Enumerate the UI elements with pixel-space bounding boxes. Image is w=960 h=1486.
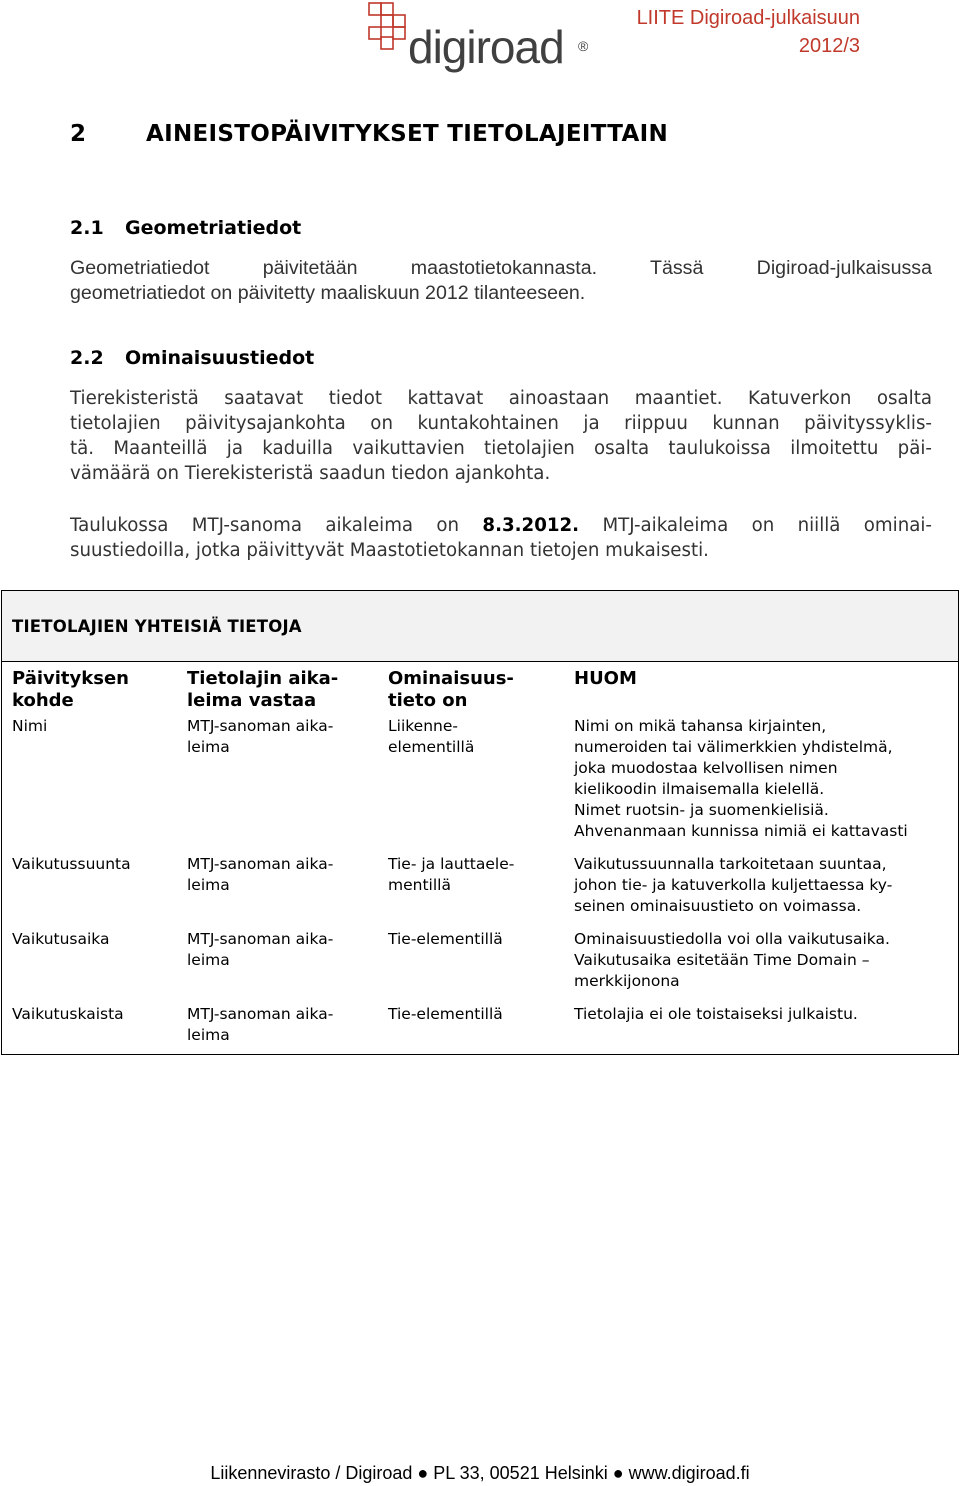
logo-wordmark: digiroad <box>408 21 564 73</box>
table-row <box>2 927 959 1002</box>
section-title: AINEISTOPÄIVITYKSET TIETOLAJEITTAIN <box>146 121 668 147</box>
column-header-kohde: Päivityksen kohde <box>2 662 178 715</box>
subsection-number: 2.2 <box>70 347 104 369</box>
cell-aikaleima: MTJ-sanoman aika- leima <box>187 717 334 756</box>
common-data-table <box>1 590 959 1055</box>
section-number: 2 <box>70 121 87 147</box>
attributes-paragraph <box>70 386 932 486</box>
paragraph-line: Geometriatiedot päivitetään maastotietokannasta. Tässä Digiroad-julkaisussa <box>70 257 932 279</box>
paragraph-line: suustiedoilla, jotka päivittyvät Maastotietokannan tietojen mukaisesti. <box>70 540 709 561</box>
paragraph-line <box>70 513 932 538</box>
text-run: Taulukossa MTJ-sanoma aikaleima on <box>70 515 483 536</box>
text-run: MTJ-aikaleima on niillä ominai- <box>579 515 932 536</box>
header-caption-line1: LIITE Digiroad-julkaisuun <box>636 7 860 29</box>
cell-kohde: Vaikutuskaista <box>2 1002 178 1055</box>
paragraph-line: vämäärä on Tierekisteristä saadun tiedon ajankohta. <box>70 463 551 484</box>
subsection-title: Geometriatiedot <box>125 217 302 239</box>
cell-huom: Ominaisuustiedolla voi olla vaikutusaika. Vaikutusaika esitetään Time Domain – merkkijonona <box>564 927 959 1002</box>
cell-aikaleima: MTJ-sanoman aika- leima <box>187 855 334 894</box>
cell-tieto: Liikenne- elementillä <box>388 717 475 756</box>
subsection-title: Ominaisuustiedot <box>125 347 315 369</box>
cell-kohde: Vaikutussuunta <box>2 852 178 927</box>
cell-huom: Vaikutussuunnalla tarkoitetaan suuntaa, johon tie- ja katuverkolla kuljettaessa ky- seinen ominaisuustieto on voimassa. <box>564 852 959 927</box>
table-title: TIETOLAJIEN YHTEISIÄ TIETOJA <box>2 591 959 662</box>
paragraph-line: Tierekisteristä saatavat tiedot kattavat ainoastaan maantiet. Katuverkon osalta <box>70 388 932 409</box>
logo-registered-mark: ® <box>578 38 589 54</box>
cell-tieto: Tie-elementillä <box>388 930 503 948</box>
cell-huom: Nimi on mikä tahansa kirjainten, numeroiden tai välimerkkien yhdistelmä, joka muodostaa kelvollisen nimen kielikoodin ilmaisemalla kielellä. Nimet ruotsin- ja suomenkielisiä. Ahvenanmaan kunnissa nimiä ei kattavasti <box>564 714 959 852</box>
cell-huom: Tietolajia ei ole toistaiseksi julkaistu. <box>564 1002 959 1055</box>
timestamp-paragraph <box>70 513 932 563</box>
paragraph-line: tä. Maanteillä ja kaduilla vaikuttavien tietolajien osalta taulukoissa ilmoitettu päi- <box>70 438 932 459</box>
paragraph-line: tietolajien päivitysajankohta on kuntakohtainen ja riippuu kunnan päivityssyklis- <box>70 413 932 434</box>
logo-grid-icon <box>368 2 408 50</box>
table-header-row <box>2 662 959 715</box>
cell-kohde: Nimi <box>2 714 178 852</box>
subsection-heading-attributes <box>70 347 314 369</box>
subsection-heading-geometry <box>70 217 301 239</box>
column-header-tieto: Ominaisuus- tieto on <box>388 668 514 711</box>
paragraph-line: geometriatiedot on päivitetty maaliskuun 2012 tilanteeseen. <box>70 282 586 304</box>
header-caption <box>637 4 860 60</box>
table-row <box>2 714 959 852</box>
cell-kohde: Vaikutusaika <box>2 927 178 1002</box>
cell-tieto: Tie- ja lauttaele- mentillä <box>388 855 515 894</box>
timestamp-date: 8.3.2012. <box>482 515 580 536</box>
page-footer: Liikennevirasto / Digiroad ● PL 33, 00521 Helsinki ● www.digiroad.fi <box>210 1463 750 1483</box>
cell-aikaleima: MTJ-sanoman aika- leima <box>177 1002 378 1055</box>
section-heading <box>70 121 668 147</box>
header-caption-line2: 2012/3 <box>798 35 860 57</box>
cell-aikaleima: MTJ-sanoman aika- leima <box>187 930 334 969</box>
digiroad-logo <box>368 0 598 80</box>
column-header-aikaleima: Tietolajin aika- leima vastaa <box>187 668 339 711</box>
geometry-paragraph <box>70 256 932 306</box>
table-row <box>2 1002 959 1055</box>
cell-tieto: Tie-elementillä <box>378 1002 564 1055</box>
table-row <box>2 852 959 927</box>
column-header-huom: HUOM <box>564 662 959 715</box>
subsection-number: 2.1 <box>70 217 104 239</box>
